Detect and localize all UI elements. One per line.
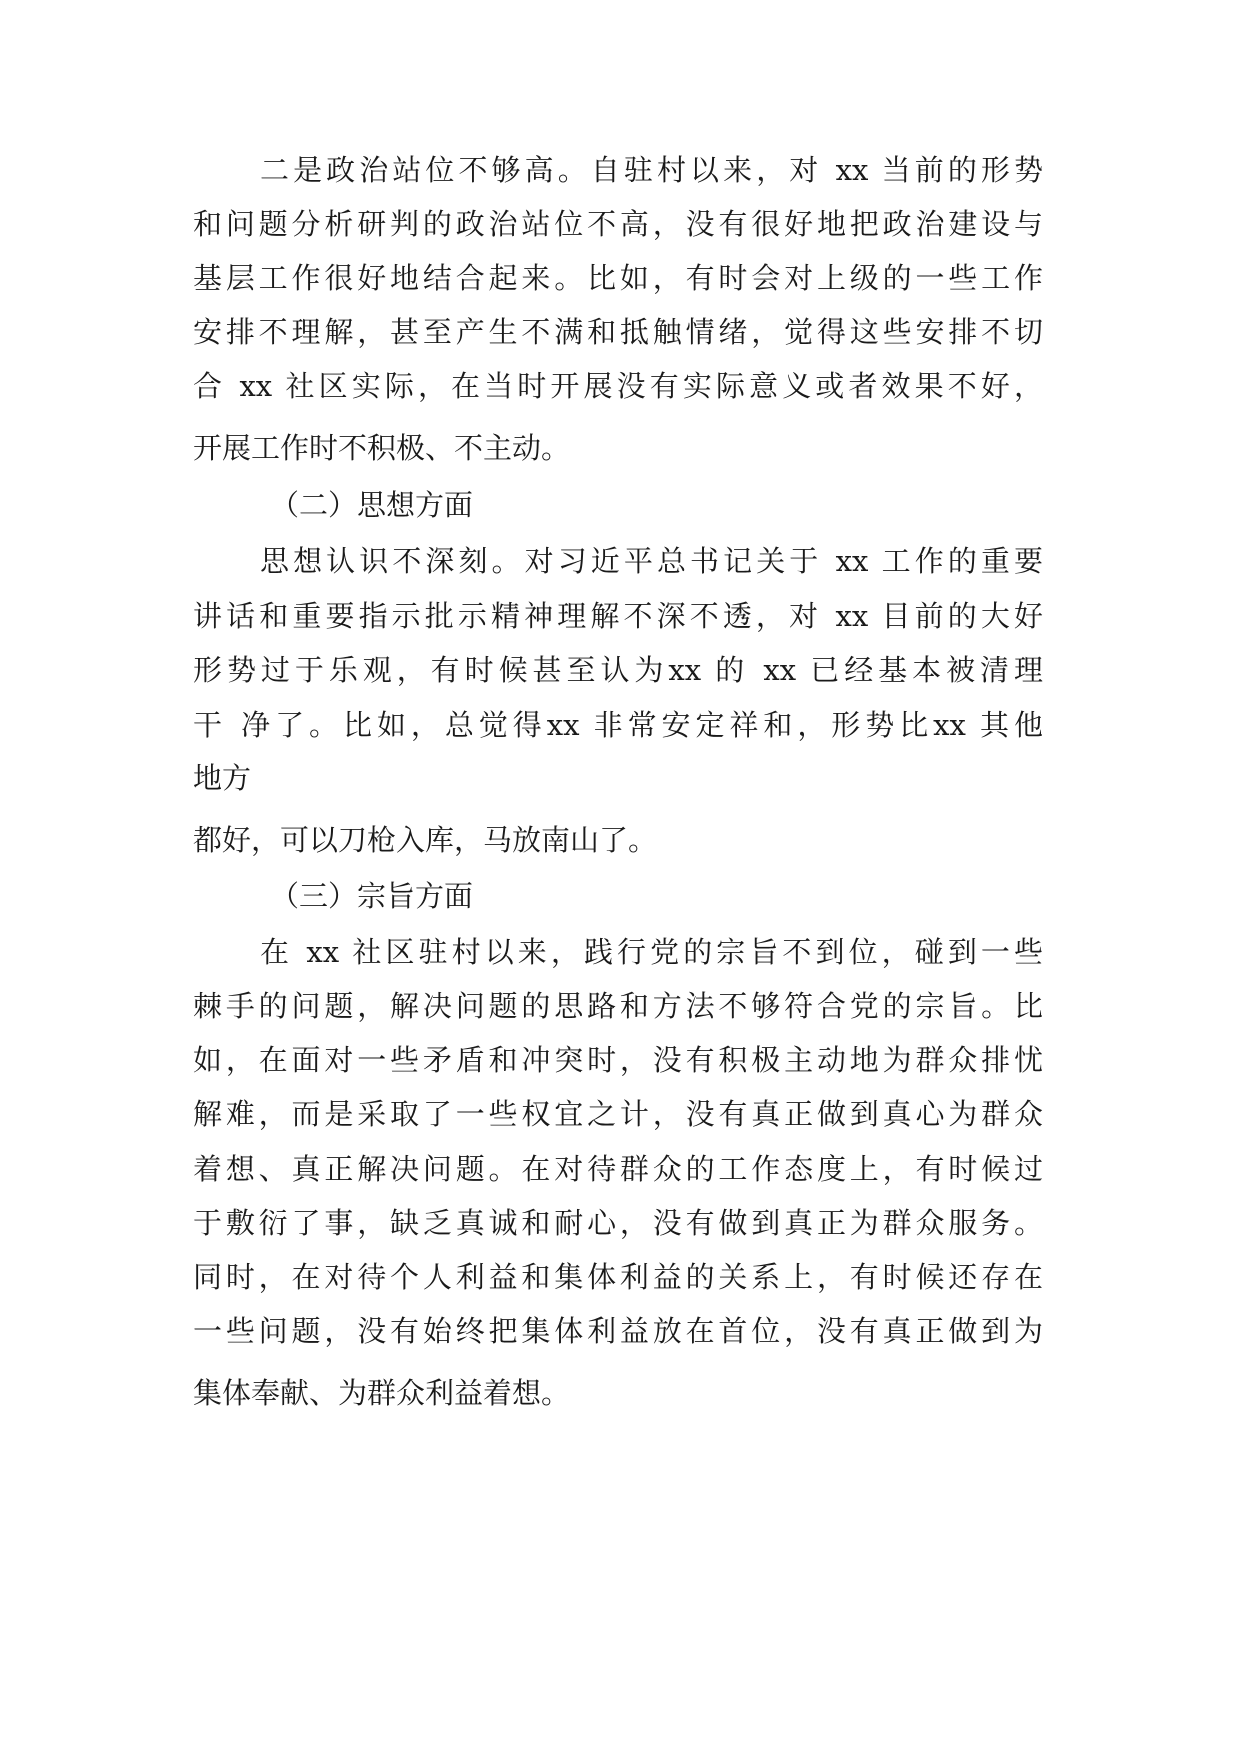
section-heading: （三）宗旨方面 (270, 879, 474, 913)
paragraph-line: 开展工作时不积极、不主动。 (193, 431, 571, 465)
section-heading: （二）思想方面 (270, 488, 474, 522)
paragraph-line: 和问题分析研判的政治站位不高，没有很好地把政治建设与 (193, 207, 1043, 241)
paragraph-line: 二是政治站位不够高。自驻村以来，对 xx 当前的形势 (260, 153, 1043, 187)
paragraph-line: 地方 (193, 761, 252, 795)
paragraph-line: 棘手的问题，解决问题的思路和方法不够符合党的宗旨。比 (193, 989, 1043, 1023)
paragraph-line: 基层工作很好地结合起来。比如，有时会对上级的一些工作 (193, 261, 1043, 295)
paragraph-line: 于敷衍了事，缺乏真诚和耐心，没有做到真正为群众服务。 (193, 1206, 1043, 1240)
paragraph-line: 干 净了。比如，总觉得xx 非常安定祥和，形势比xx 其他 (193, 708, 1043, 742)
paragraph-line: 都好，可以刀枪入库，马放南山了。 (193, 823, 658, 857)
paragraph-line: 同时，在对待个人利益和集体利益的关系上，有时候还存在 (193, 1260, 1043, 1294)
paragraph-line: 着想、真正解决问题。在对待群众的工作态度上，有时候过 (193, 1152, 1043, 1186)
paragraph-line: 安排不理解，甚至产生不满和抵触情绪，觉得这些安排不切 (193, 315, 1043, 349)
paragraph-line: 一些问题，没有始终把集体利益放在首位，没有真正做到为 (193, 1314, 1043, 1348)
paragraph-line: 集体奉献、为群众利益着想。 (193, 1376, 571, 1410)
paragraph-line: 合 xx 社区实际，在当时开展没有实际意义或者效果不好， (193, 369, 1043, 403)
paragraph-line: 思想认识不深刻。对习近平总书记关于 xx 工作的重要 (260, 544, 1043, 578)
paragraph-line: 在 xx 社区驻村以来，践行党的宗旨不到位，碰到一些 (260, 935, 1043, 969)
paragraph-line: 解难，而是采取了一些权宜之计，没有真正做到真心为群众 (193, 1097, 1043, 1131)
paragraph-line: 形势过于乐观，有时候甚至认为xx 的 xx 已经基本被清理 (193, 653, 1043, 687)
paragraph-line: 讲话和重要指示批示精神理解不深不透，对 xx 目前的大好 (193, 599, 1043, 633)
paragraph-line: 如，在面对一些矛盾和冲突时，没有积极主动地为群众排忧 (193, 1043, 1043, 1077)
